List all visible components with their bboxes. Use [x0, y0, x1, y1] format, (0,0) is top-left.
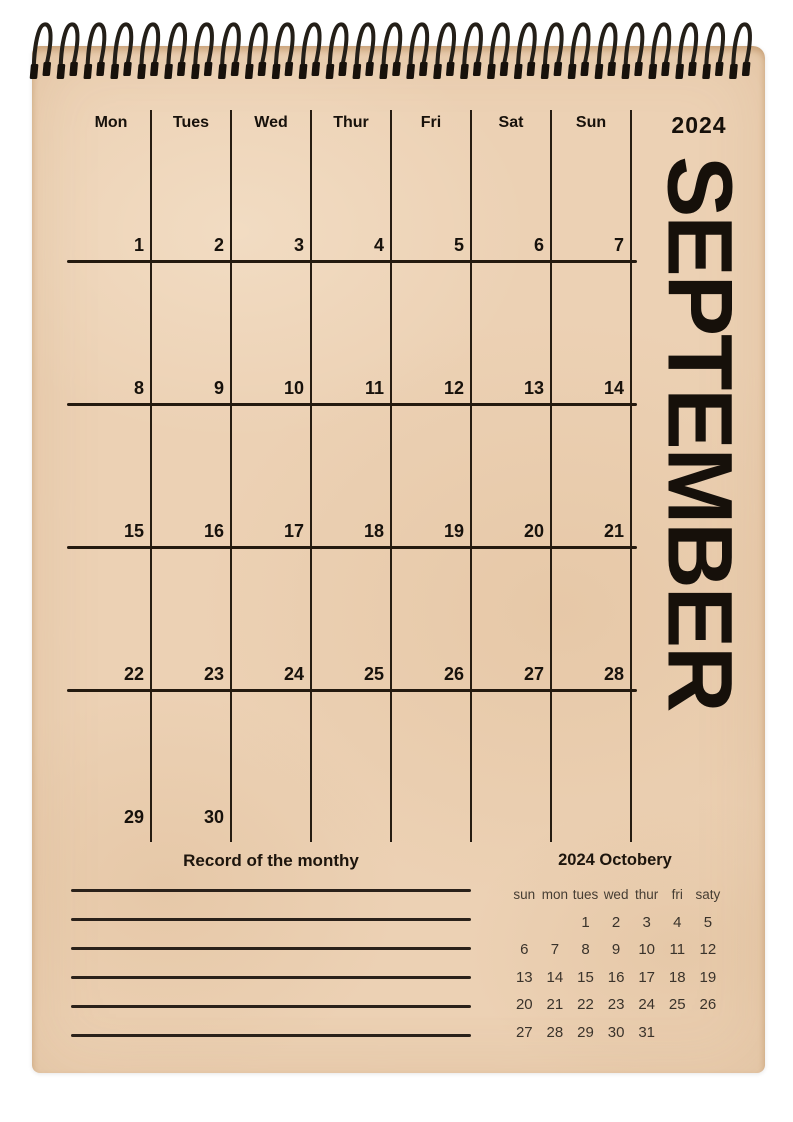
binding-loop — [245, 24, 270, 79]
year-label: 2024 — [671, 112, 727, 138]
mini-weekday-header: fri — [671, 887, 683, 902]
date-number: 27 — [523, 664, 544, 684]
weekday-header: Sun — [575, 114, 607, 131]
binding-loop — [164, 24, 189, 79]
date-number: 19 — [443, 521, 464, 541]
mini-date-number: 7 — [550, 941, 560, 958]
weekday-header: Fri — [420, 114, 442, 131]
binding-loop — [379, 24, 404, 79]
date-number: 7 — [613, 235, 624, 255]
binding-loop — [352, 24, 377, 79]
date-number: 21 — [603, 521, 624, 541]
mini-weekday-header: saty — [695, 887, 721, 902]
mini-date-number: 29 — [577, 1023, 594, 1041]
date-number: 14 — [603, 378, 624, 398]
date-number: 11 — [364, 378, 384, 398]
mini-empty-cell — [662, 1019, 693, 1047]
month-title-text: SEPTEMBER — [648, 156, 751, 711]
binding-loop — [648, 24, 673, 79]
notes-ruled-line — [71, 918, 471, 921]
week-separator-line — [67, 689, 637, 692]
mini-weekday-header: tues — [572, 887, 599, 902]
binding-loop — [83, 24, 108, 79]
binding-loop — [272, 24, 297, 79]
mini-weekday-header: thur — [635, 887, 659, 902]
date-number: 20 — [523, 521, 544, 541]
mini-date-number: 14 — [546, 968, 564, 986]
date-number: 2 — [213, 235, 224, 255]
month-grid — [71, 110, 631, 842]
mini-date-number: 5 — [703, 913, 713, 931]
mini-date-number: 28 — [546, 1023, 564, 1041]
binding-loop — [541, 24, 566, 79]
date-number: 1 — [133, 235, 144, 255]
mini-date-number: 30 — [607, 1023, 625, 1041]
date-number: 15 — [123, 521, 144, 541]
week-separator-line — [67, 403, 637, 406]
mini-date-number: 27 — [515, 1023, 533, 1041]
mini-date-number: 8 — [581, 941, 590, 958]
column-separator-line — [550, 110, 552, 842]
column-separator-line — [230, 110, 232, 842]
date-number: 29 — [123, 807, 144, 827]
binding-loop — [621, 24, 646, 79]
week-separator-line — [67, 260, 637, 263]
mini-date-number: 23 — [607, 996, 625, 1013]
binding-loop — [110, 24, 135, 79]
notes-ruled-line — [71, 1005, 471, 1008]
mini-date-number: 24 — [638, 996, 656, 1013]
column-separator-line — [470, 110, 472, 842]
date-number: 26 — [443, 664, 464, 684]
mini-date-number: 11 — [669, 941, 686, 958]
notes-ruled-line — [71, 947, 471, 950]
mini-calendar-grid — [509, 881, 723, 1046]
date-number: 25 — [363, 664, 384, 684]
binding-loop — [460, 24, 485, 79]
spiral-binding-icon — [0, 12, 793, 112]
notes-ruled-line — [71, 976, 471, 979]
mini-empty-cell — [693, 1019, 724, 1047]
mini-date-number: 12 — [699, 941, 717, 958]
mini-weekday-header: wed — [603, 887, 629, 902]
mini-calendar-title: 2024 Octobery — [558, 851, 672, 869]
binding-loop — [30, 24, 55, 79]
mini-date-number: 20 — [515, 996, 533, 1013]
date-number: 16 — [203, 521, 224, 541]
mini-empty-cell — [540, 909, 571, 937]
date-number: 23 — [203, 664, 224, 684]
mini-date-number: 9 — [611, 941, 621, 958]
binding-loop — [299, 24, 324, 79]
binding-loop — [675, 24, 700, 79]
mini-date-number: 2 — [611, 913, 621, 931]
notes-ruled-line — [71, 1034, 471, 1037]
mini-date-number: 26 — [699, 996, 717, 1013]
weekday-header: Sat — [498, 114, 524, 131]
mini-date-number: 3 — [642, 913, 651, 931]
mini-weekday-header: sun — [513, 887, 536, 902]
column-separator-line — [390, 110, 392, 842]
month-title — [633, 156, 765, 786]
binding-loop — [191, 24, 216, 79]
binding-loop — [514, 24, 539, 79]
mini-date-number: 22 — [577, 996, 594, 1013]
mini-date-number: 19 — [699, 968, 717, 986]
mini-date-number: 21 — [546, 996, 564, 1013]
date-number: 10 — [283, 378, 304, 398]
date-number: 4 — [373, 235, 384, 255]
date-number: 6 — [533, 235, 544, 255]
date-number: 22 — [123, 664, 144, 684]
mini-date-number: 31 — [638, 1023, 656, 1041]
notes-lines — [71, 889, 471, 1044]
mini-date-number: 4 — [673, 913, 682, 931]
date-number: 3 — [293, 235, 304, 255]
binding-loop — [57, 24, 82, 79]
weekday-header: Thur — [333, 114, 369, 131]
date-number: 12 — [443, 378, 464, 398]
date-number: 24 — [283, 664, 304, 684]
binding-loop — [218, 24, 243, 79]
weekday-header: Tues — [172, 114, 210, 131]
binding-loop — [595, 24, 620, 79]
calendar-sheet — [32, 46, 765, 1073]
notes-title: Record of the monthy — [183, 851, 359, 870]
mini-date-number: 1 — [581, 913, 590, 931]
date-number: 13 — [523, 378, 544, 398]
mini-date-number: 10 — [638, 941, 656, 958]
mini-date-number: 25 — [668, 996, 686, 1013]
mini-date-number: 17 — [638, 968, 656, 986]
mini-date-number: 13 — [515, 968, 533, 986]
column-separator-line — [310, 110, 312, 842]
date-number: 17 — [283, 521, 304, 541]
date-number: 9 — [213, 378, 224, 398]
binding-loop — [137, 24, 162, 79]
binding-loop — [487, 24, 512, 79]
binding-loop — [702, 24, 727, 79]
weekday-header: Mon — [94, 114, 128, 131]
notes-ruled-line — [71, 889, 471, 892]
binding-loop — [433, 24, 458, 79]
mini-date-number: 18 — [668, 968, 686, 986]
mini-weekday-header: mon — [541, 887, 569, 902]
date-number: 18 — [363, 521, 384, 541]
mini-date-number: 16 — [607, 968, 625, 986]
mini-empty-cell — [509, 909, 540, 937]
week-separator-line — [67, 546, 637, 549]
date-number: 30 — [203, 807, 224, 827]
column-separator-line — [150, 110, 152, 842]
weekday-header: Wed — [254, 114, 288, 131]
date-number: 28 — [603, 664, 624, 684]
binding-loop — [406, 24, 431, 79]
column-separator-line — [630, 110, 632, 842]
binding-loop — [729, 24, 754, 79]
mini-date-number: 15 — [577, 968, 594, 986]
binding-loop — [326, 24, 351, 79]
binding-loop — [568, 24, 593, 79]
date-number: 8 — [133, 378, 144, 398]
mini-date-number: 6 — [520, 941, 529, 958]
date-number: 5 — [453, 235, 464, 255]
